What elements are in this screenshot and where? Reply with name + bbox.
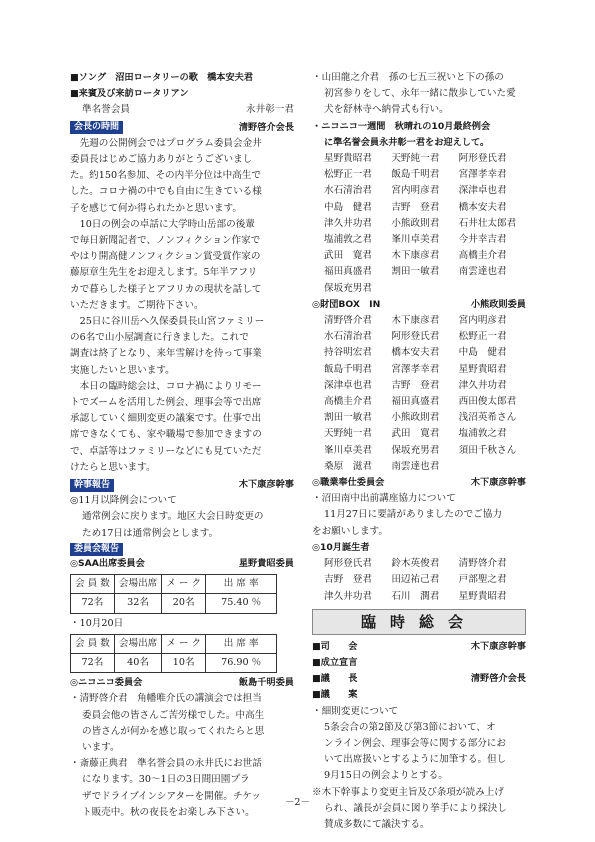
name-cell: 高橋圭介君 xyxy=(458,250,507,262)
name-cell: 星野貴昭君 xyxy=(458,590,507,602)
name-cell: 鈴木英俊君 xyxy=(391,558,440,570)
niko-item-1 xyxy=(70,691,294,756)
birthday-names-grid xyxy=(312,556,526,605)
text-line: やはり開高健ノンフィクション賞受賞作家の xyxy=(70,251,261,263)
president-para-1 xyxy=(70,136,294,217)
table-cell: 72名 xyxy=(71,594,115,613)
header-cell: 出 席 率 xyxy=(206,634,277,653)
name-cell: 峯川卓美君 xyxy=(324,444,372,456)
name-cell: 星野貴昭君 xyxy=(458,363,507,375)
name-cell: 吉野 登君 xyxy=(391,379,440,391)
name-cell: 小熊政則君 xyxy=(391,412,440,424)
attendance-table-1 xyxy=(70,574,277,613)
name-cell: 今井幸吉君 xyxy=(458,234,507,246)
name-cell: 塩浦敦之君 xyxy=(324,234,372,246)
second-date: ・10月20日 xyxy=(70,617,124,629)
text-line: いて出席扱いとするように加筆する。但し xyxy=(324,754,507,766)
service-title: ◎職業奉仕委員会 xyxy=(312,477,385,489)
table-cell: 75.40 ％ xyxy=(206,594,277,613)
name-cell: 津久井功君 xyxy=(324,590,372,602)
header-cell: メ ー ク xyxy=(162,575,206,594)
table-cell: 10名 xyxy=(162,653,206,672)
name-cell: 田辺祐己君 xyxy=(391,574,440,586)
header-cell: 会 員 数 xyxy=(71,634,115,653)
text-line: 委員長はじめご協力ありがとうございまし xyxy=(70,154,253,166)
saa-member: 星野貴昭委員 xyxy=(238,557,294,569)
niko-heading xyxy=(70,675,294,691)
table-cell: 72名 xyxy=(71,653,115,672)
name-cell: 橋本安夫君 xyxy=(458,201,507,213)
text-line: 藤原章生先生をお迎えします。5年半アフリ xyxy=(70,267,258,279)
name-cell: 阿形登氏君 xyxy=(324,558,372,570)
text-line: 承認していく細則変更の議案です。仕事で出 xyxy=(70,413,262,425)
name-cell: 清野啓介君 xyxy=(324,315,372,327)
name-cell: 阿形登氏君 xyxy=(458,153,507,165)
name-cell: 福田真盛君 xyxy=(324,266,372,278)
president-para-4 xyxy=(70,379,294,476)
text-line: 25日に谷川岳へ久保委員長山宮ファミリー xyxy=(79,316,265,328)
name-cell: 桑原 滋君 xyxy=(324,460,372,472)
speaker-label: ■議 長 xyxy=(312,673,358,685)
name-cell: 西田俊太郎君 xyxy=(458,396,517,408)
name-cell: 松野正一君 xyxy=(458,331,507,343)
name-cell: 高橋圭介君 xyxy=(324,396,372,408)
name-cell: 武田 寛君 xyxy=(324,250,372,262)
name-cell: 武田 寛君 xyxy=(391,428,440,440)
text-line: います。 xyxy=(82,741,120,753)
text-line: ◎11月以降例会について xyxy=(70,495,177,507)
secretary-section-header xyxy=(70,477,294,493)
name-cell: 阿形登氏君 xyxy=(391,331,440,343)
text-line: ・清野啓介君 角幡唯介氏の講演会では担当 xyxy=(70,693,262,705)
song-line: ■ソング 沼田ロータリーの歌 橋本安夫君 xyxy=(70,72,254,83)
table-header-row xyxy=(71,634,277,653)
committee-section-header xyxy=(70,543,294,556)
president-para-3 xyxy=(70,314,294,379)
text-line: の6名で山小屋調査に行きました。これで xyxy=(70,332,249,344)
text-line: 初宮参りをして、永年一緒に散歩していた愛 xyxy=(324,88,516,100)
header-cell: 会場出席 xyxy=(114,575,161,594)
saa-title: ◎SAA出席委員会 xyxy=(70,557,145,569)
name-cell xyxy=(459,281,526,297)
header-cell: 会場出席 xyxy=(114,634,161,653)
name-cell: 宮内明彦君 xyxy=(391,185,440,197)
text-line: いただきます。ご期待下さい。 xyxy=(70,299,204,311)
president-name: 清野啓介会長 xyxy=(238,121,294,133)
name-cell: 宮澤孝幸君 xyxy=(458,169,507,181)
week-heading-1: ・ニコニコ一週間 秋晴れの10月最終例会 xyxy=(312,120,491,132)
name-cell: 石井壮太郎君 xyxy=(458,217,517,229)
box-heading xyxy=(312,297,526,313)
name-cell: 深津卓也君 xyxy=(458,185,507,197)
guest-label: 準名誉会員 xyxy=(82,104,130,116)
name-cell: 水石清治君 xyxy=(324,331,372,343)
right-column xyxy=(312,70,526,833)
text-line: 本日の臨時総会は、コロナ禍によりリモー xyxy=(79,380,262,392)
guest-name: 永井彰一君 xyxy=(246,104,294,116)
text-line: トでズームを活用した例会、理事会等で出席 xyxy=(70,397,262,409)
text-line: 犬を舒林寺へ納骨式も行い。 xyxy=(324,104,449,116)
name-cell: 石川 潤君 xyxy=(391,590,440,602)
name-cell xyxy=(459,459,526,475)
service-member: 木下康彦幹事 xyxy=(470,477,526,489)
text-line: カで暮らした様子とアフリカの現状を話して xyxy=(70,283,262,295)
text-line: で、卓話等はファミリーなどにも見ていただ xyxy=(70,445,262,457)
name-cell: 水石清治君 xyxy=(324,185,372,197)
text-line: ため17日は通常例会とします。 xyxy=(82,527,219,539)
service-heading xyxy=(312,475,526,491)
text-line: で毎日新聞記者で、ノンフィクション作家で xyxy=(70,235,261,247)
text-line: けたらと思います。 xyxy=(70,461,156,473)
text-line: 子を感じて何か得られたかと思います。 xyxy=(70,202,242,214)
table-cell: 20名 xyxy=(162,594,206,613)
table-cell: 32名 xyxy=(114,594,161,613)
president-badge: 会長の時間 xyxy=(70,121,123,134)
table-row xyxy=(71,653,277,672)
niko-title: ◎ニコニコ委員会 xyxy=(70,677,143,689)
text-line: ・細則変更について xyxy=(312,705,399,717)
text-line: 賛成多数にて議決する。 xyxy=(324,818,430,830)
text-line: 実施したいと思います。 xyxy=(70,364,175,376)
president-section-header xyxy=(70,120,294,136)
niko-item-2 xyxy=(70,756,294,821)
table-row xyxy=(71,594,277,613)
text-line: 席できなくても、家や職場で参加できますの xyxy=(70,429,262,441)
name-cell: 木下康彦君 xyxy=(391,250,440,262)
name-cell: 小熊政則君 xyxy=(391,217,440,229)
name-cell: 南雲達也君 xyxy=(391,460,440,472)
name-cell: 橋本安夫君 xyxy=(391,347,440,359)
header-cell: 会 員 数 xyxy=(71,575,115,594)
birthday-heading: ◎10月誕生者 xyxy=(312,541,370,553)
text-line: ンライン例会、理事会等に関する部分にお xyxy=(324,737,506,749)
text-line: した。コロナ禍の中でも自由に生きている様 xyxy=(70,186,262,198)
saa-heading xyxy=(70,556,294,572)
text-line: ※木下幹事より変更主旨及び条項が読み上げ xyxy=(312,786,504,798)
name-cell: 吉野 登君 xyxy=(391,201,440,213)
name-cell: 津久井功君 xyxy=(458,379,507,391)
name-cell: 持谷明宏君 xyxy=(324,347,372,359)
text-line: 10日の例会の卓話に大学時山岳部の後輩 xyxy=(79,218,255,230)
text-line: の皆さんが何かを感じ取ってくれたらと思 xyxy=(82,725,265,737)
text-line: ・山田龍之介君 孫の七五三祝いと下の孫の xyxy=(312,72,504,83)
page-number: －2－ xyxy=(284,797,311,808)
week-names-grid xyxy=(312,151,526,297)
name-cell: 福田真盛君 xyxy=(391,396,440,408)
name-cell: 中島 健君 xyxy=(458,347,507,359)
name-cell: 塩浦敦之君 xyxy=(458,428,507,440)
text-line: になります。30～1日の3日間田園プラ xyxy=(82,774,250,786)
name-cell: 清野啓介君 xyxy=(458,558,507,570)
name-cell: 木下康彦君 xyxy=(391,315,440,327)
box-title: ◎財団BOX IN xyxy=(312,298,381,310)
name-cell: 深津卓也君 xyxy=(324,379,372,391)
text-line: ト販売中。秋の夜長をお楽しみ下さい。 xyxy=(82,806,255,818)
table-header-row xyxy=(71,575,277,594)
president-para-2 xyxy=(70,217,294,314)
agenda-label: ■議 案 xyxy=(312,689,358,701)
text-line: 11月27日に要請がありましたのでご協力 xyxy=(324,509,502,521)
box-member: 小熊政則委員 xyxy=(470,298,526,310)
name-cell: 峯川卓美君 xyxy=(391,234,440,246)
box-names-grid xyxy=(312,313,526,475)
name-cell: 宮澤孝幸君 xyxy=(391,363,440,375)
attendance-table-2 xyxy=(70,634,277,673)
table-cell: 40名 xyxy=(114,653,161,672)
name-cell: 戸部聖之君 xyxy=(458,574,507,586)
declaration-label: ■成立宣言 xyxy=(312,656,358,668)
guests-heading: ■来賓及び来訪ロータリアン xyxy=(70,88,189,100)
chair-row xyxy=(312,639,526,655)
text-line: られ、議長が会員に図り挙手により採決し xyxy=(324,802,507,814)
chair-label: ■司 会 xyxy=(312,640,358,652)
name-cell: 割田一敏君 xyxy=(324,412,372,424)
name-cell: 須田千秋さん xyxy=(458,444,517,456)
header-cell: メ ー ク xyxy=(162,634,206,653)
left-column xyxy=(70,70,294,821)
text-line: 9月15日の例会よりとする。 xyxy=(324,770,448,782)
text-line: た。約150名参加、その内半分位は中高生で xyxy=(70,170,261,182)
name-cell xyxy=(391,281,458,297)
meeting-title: 臨時総会 xyxy=(312,609,526,635)
text-line: ・沼田南中出前講座協力について xyxy=(312,493,456,505)
name-cell: 星野貴昭君 xyxy=(324,153,372,165)
chair-name: 木下康彦幹事 xyxy=(470,640,526,652)
text-line: 5条会合の第2節及び第3節において、オ xyxy=(324,721,496,733)
name-cell: 中島 健君 xyxy=(324,201,372,213)
yamada-item xyxy=(312,70,526,119)
name-cell: 浅沼英希さん xyxy=(458,412,517,424)
name-cell: 飯島千明君 xyxy=(324,363,372,375)
name-cell: 割田一敏君 xyxy=(391,266,440,278)
guest-row xyxy=(70,102,294,118)
text-line: をお願いします。 xyxy=(312,525,388,537)
secretary-name: 木下康彦幹事 xyxy=(238,479,294,491)
name-cell: 吉野 登君 xyxy=(324,574,372,586)
name-cell: 保坂充男君 xyxy=(391,444,440,456)
name-cell: 天野純一君 xyxy=(391,153,440,165)
secretary-badge: 幹事報告 xyxy=(70,479,114,492)
text-line: ザでドライブインシアターを開催。チケッ xyxy=(82,790,261,802)
text-line: ・斎藤正典君 準名誉会員の永井氏にお世話 xyxy=(70,758,262,770)
committee-badge: 委員会報告 xyxy=(70,543,123,556)
table-cell: 76.90 ％ xyxy=(206,653,277,672)
name-cell: 南雲達也君 xyxy=(458,266,507,278)
speaker-row xyxy=(312,671,526,687)
text-line: 調査は終了となり、来年雪解けを待って事業 xyxy=(70,348,262,360)
speaker-name: 清野啓介会長 xyxy=(470,673,526,685)
header-cell: 出 席 率 xyxy=(206,575,277,594)
week-heading-2: に準名誉会員永井彰一君をお迎えして。 xyxy=(324,136,490,148)
name-cell: 天野純一君 xyxy=(324,428,372,440)
name-cell: 飯島千明君 xyxy=(391,169,440,181)
name-cell: 保坂充男君 xyxy=(324,282,372,294)
name-cell: 松野正一君 xyxy=(324,169,372,181)
text-line: 通常例会に戻ります。地区大会日時変更の xyxy=(82,511,264,523)
text-line: 先週の公開例会ではプログラム委員会金井 xyxy=(79,137,262,149)
name-cell: 宮内明彦君 xyxy=(458,315,507,327)
text-line: 委員会他の皆さんご苦労様でした。中高生 xyxy=(82,709,265,721)
niko-member: 飯島千明委員 xyxy=(238,677,294,689)
name-cell: 津久井功君 xyxy=(324,217,372,229)
